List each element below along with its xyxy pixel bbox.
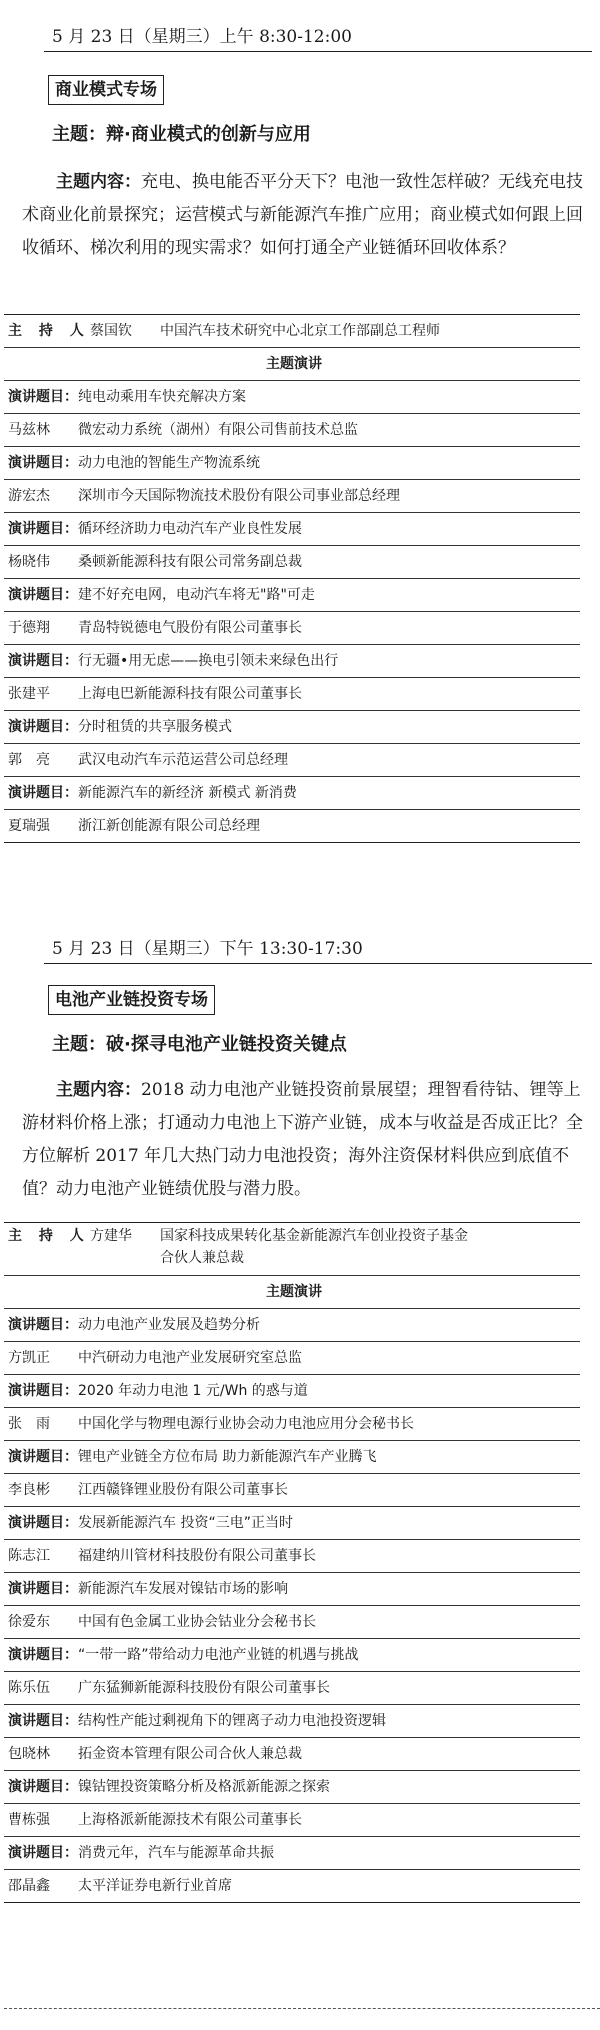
speaker-org: 福建纳川管材科技股份有限公司董事长 [78, 1548, 316, 1564]
speaker-org: 中汽研动力电池产业发展研究室总监 [78, 1350, 302, 1366]
talk-title-row [4, 1441, 580, 1474]
talk-title-row [4, 1573, 580, 1606]
host-row [4, 1223, 580, 1276]
talk-title-row [4, 381, 580, 414]
talk-title-row [4, 1705, 580, 1738]
talk-title: 镍钴锂投资策略分析及格派新能源之探索 [78, 1779, 330, 1795]
session-theme: 主题：辩·商业模式的创新与应用 [52, 124, 311, 145]
speaker-org: 上海电巴新能源科技有限公司董事长 [78, 686, 302, 702]
host-name: 方建华 [90, 1228, 132, 1244]
session-date [52, 22, 592, 52]
content-text: 2018 动力电池产业链投资前景展望；理智看待钴、锂等上游材料价格上涨；打通动力电池上下游产业链，成本与收益是否成正比？全方位解析 2017 年几大热门动力电池投资；海外注资保材料供应到底值不值？动力电池产业链绩优股与潜力股。 [22, 1080, 583, 1199]
agenda-table [4, 1222, 580, 1903]
talk-title: 消费元年，汽车与能源革命共振 [78, 1845, 274, 1861]
talk-label: 演讲题目： [8, 521, 78, 537]
speaker-name: 邵晶鑫 [8, 1878, 50, 1894]
speaker-org: 武汉电动汽车示范运营公司总经理 [78, 752, 288, 768]
speaker-row [4, 744, 580, 777]
speaker-name: 方凯正 [8, 1350, 50, 1366]
speaker-name: 游宏杰 [8, 488, 50, 504]
talks-header: 主题演讲 [4, 1276, 580, 1309]
talk-label: 演讲题目： [8, 1779, 78, 1795]
speaker-row [4, 1540, 580, 1573]
speaker-org: 太平洋证券电新行业首席 [78, 1878, 232, 1894]
speaker-row [4, 678, 580, 711]
talk-label: 演讲题目： [8, 1647, 78, 1663]
speaker-name: 包晓林 [8, 1746, 50, 1762]
host-label: 主 持 人 [8, 1228, 90, 1244]
date-rule [44, 963, 592, 964]
speaker-row [4, 1408, 580, 1441]
speaker-name: 杨晓伟 [8, 554, 50, 570]
talk-title: 纯电动乘用车快充解决方案 [78, 389, 246, 405]
speaker-org: 浙江新创能源有限公司总经理 [78, 818, 260, 834]
speaker-row [4, 546, 580, 579]
talk-label: 演讲题目： [8, 1713, 78, 1729]
speaker-row [4, 1738, 580, 1771]
speaker-row [4, 1474, 580, 1507]
talk-title-row [4, 1507, 580, 1540]
host-title-2: 合伙人兼总裁 [160, 1250, 244, 1266]
host-name: 蔡国钦 [90, 323, 132, 339]
speaker-org: 江西赣锋锂业股份有限公司董事长 [78, 1482, 288, 1498]
talk-label: 演讲题目： [8, 719, 78, 735]
talk-title: 发展新能源汽车 投资“三电”正当时 [78, 1515, 293, 1531]
speaker-row [4, 1870, 580, 1902]
talk-label: 演讲题目： [8, 1449, 78, 1465]
talk-title-row [4, 579, 580, 612]
speaker-name: 曹栋强 [8, 1812, 50, 1828]
speaker-row [4, 1804, 580, 1837]
speaker-name: 张建平 [8, 686, 50, 702]
speaker-name: 陈志江 [8, 1548, 50, 1564]
talk-title: 建不好充电网，电动汽车将无"路"可走 [78, 587, 315, 603]
speaker-name: 张 雨 [8, 1416, 50, 1432]
speaker-row [4, 1606, 580, 1639]
talk-title: 分时租赁的共享服务模式 [78, 719, 232, 735]
date-rule [44, 51, 592, 52]
speaker-org: 中国化学与物理电源行业协会动力电池应用分会秘书长 [78, 1416, 414, 1432]
talk-title-row [4, 711, 580, 744]
talk-title: 循环经济助力电动汽车产业良性发展 [78, 521, 302, 537]
speaker-row [4, 1342, 580, 1375]
agenda-table [4, 314, 580, 843]
speaker-org: 桑顿新能源科技有限公司常务副总裁 [78, 554, 302, 570]
speaker-name: 郭 亮 [8, 752, 50, 768]
talks-header: 主题演讲 [4, 348, 580, 381]
session-date-text: 5 月 23 日（星期三）下午 13:30-17:30 [52, 939, 363, 959]
talk-title: 行无疆•用无虑——换电引领未来绿色出行 [78, 653, 339, 669]
talk-title-row [4, 777, 580, 810]
talk-title: 2020 年动力电池 1 元/Wh 的惑与道 [78, 1383, 308, 1399]
content-label: 主题内容： [56, 1080, 141, 1100]
speaker-row [4, 612, 580, 645]
talk-title-row [4, 1771, 580, 1804]
host-label: 主 持 人 [8, 323, 90, 339]
session-date-text: 5 月 23 日（星期三）上午 8:30-12:00 [52, 27, 352, 47]
host-title: 中国汽车技术研究中心北京工作部副总工程师 [160, 323, 440, 339]
talk-label: 演讲题目： [8, 587, 78, 603]
speaker-org: 上海格派新能源技术有限公司董事长 [78, 1812, 302, 1828]
talk-title-row [4, 1837, 580, 1870]
speaker-row [4, 810, 580, 842]
talk-title: 结构性产能过剩视角下的锂离子动力电池投资逻辑 [78, 1713, 386, 1729]
speaker-name: 陈乐伍 [8, 1680, 50, 1696]
talk-title: 新能源汽车发展对镍钴市场的影响 [78, 1581, 288, 1597]
talk-label: 演讲题目： [8, 1383, 78, 1399]
talk-title: 动力电池产业发展及趋势分析 [78, 1317, 260, 1333]
talk-title-row [4, 1639, 580, 1672]
talk-label: 演讲题目： [8, 1515, 78, 1531]
talk-title: 新能源汽车的新经济 新模式 新消费 [78, 785, 297, 801]
speaker-name: 李良彬 [8, 1482, 50, 1498]
session-theme: 主题：破·探寻电池产业链投资关键点 [52, 1034, 347, 1055]
talk-title: 动力电池的智能生产物流系统 [78, 455, 260, 471]
speaker-name: 徐爱东 [8, 1614, 50, 1630]
talk-title: “一带一路”带给动力电池产业链的机遇与挑战 [78, 1647, 359, 1663]
speaker-org: 深圳市今天国际物流技术股份有限公司事业部总经理 [78, 488, 400, 504]
venue-box: 商业模式专场 [48, 75, 164, 105]
host-title: 国家科技成果转化基金新能源汽车创业投资子基金 [160, 1228, 468, 1244]
talk-title: 锂电产业链全方位布局 助力新能源汽车产业腾飞 [78, 1449, 377, 1465]
speaker-org: 中国有色金属工业协会钴业分会秘书长 [78, 1614, 316, 1630]
session-date [52, 934, 592, 964]
speaker-row [4, 480, 580, 513]
speaker-org: 青岛特锐德电气股份有限公司董事长 [78, 620, 302, 636]
venue-box: 电池产业链投资专场 [48, 985, 215, 1015]
speaker-row [4, 1672, 580, 1705]
host-row [4, 315, 580, 348]
speaker-name: 夏瑞强 [8, 818, 50, 834]
content-label: 主题内容： [56, 172, 141, 192]
content-text: 充电、换电能否平分天下？电池一致性怎样破？无线充电技术商业化前景探究；运营模式与新能源汽车推广应用；商业模式如何跟上回收循环、梯次利用的现实需求？如何打通全产业链循环回收体系？ [22, 172, 583, 258]
talk-title-row [4, 1375, 580, 1408]
talk-label: 演讲题目： [8, 1581, 78, 1597]
talk-title-row [4, 447, 580, 480]
speaker-name: 马兹林 [8, 422, 50, 438]
talk-label: 演讲题目： [8, 785, 78, 801]
session-content [22, 166, 584, 265]
session-content [22, 1074, 584, 1206]
talk-title-row [4, 513, 580, 546]
speaker-org: 微宏动力系统（湖州）有限公司售前技术总监 [78, 422, 358, 438]
speaker-org: 广东猛狮新能源科技股份有限公司董事长 [78, 1680, 330, 1696]
talk-label: 演讲题目： [8, 455, 78, 471]
talk-title-row [4, 645, 580, 678]
talk-title-row [4, 1309, 580, 1342]
talk-label: 演讲题目： [8, 653, 78, 669]
talk-label: 演讲题目： [8, 1317, 78, 1333]
talk-label: 演讲题目： [8, 1845, 78, 1861]
bottom-dashed-divider [4, 2008, 600, 2009]
talk-label: 演讲题目： [8, 389, 78, 405]
speaker-row [4, 414, 580, 447]
speaker-name: 于德翔 [8, 620, 50, 636]
speaker-org: 拓金资本管理有限公司合伙人兼总裁 [78, 1746, 302, 1762]
